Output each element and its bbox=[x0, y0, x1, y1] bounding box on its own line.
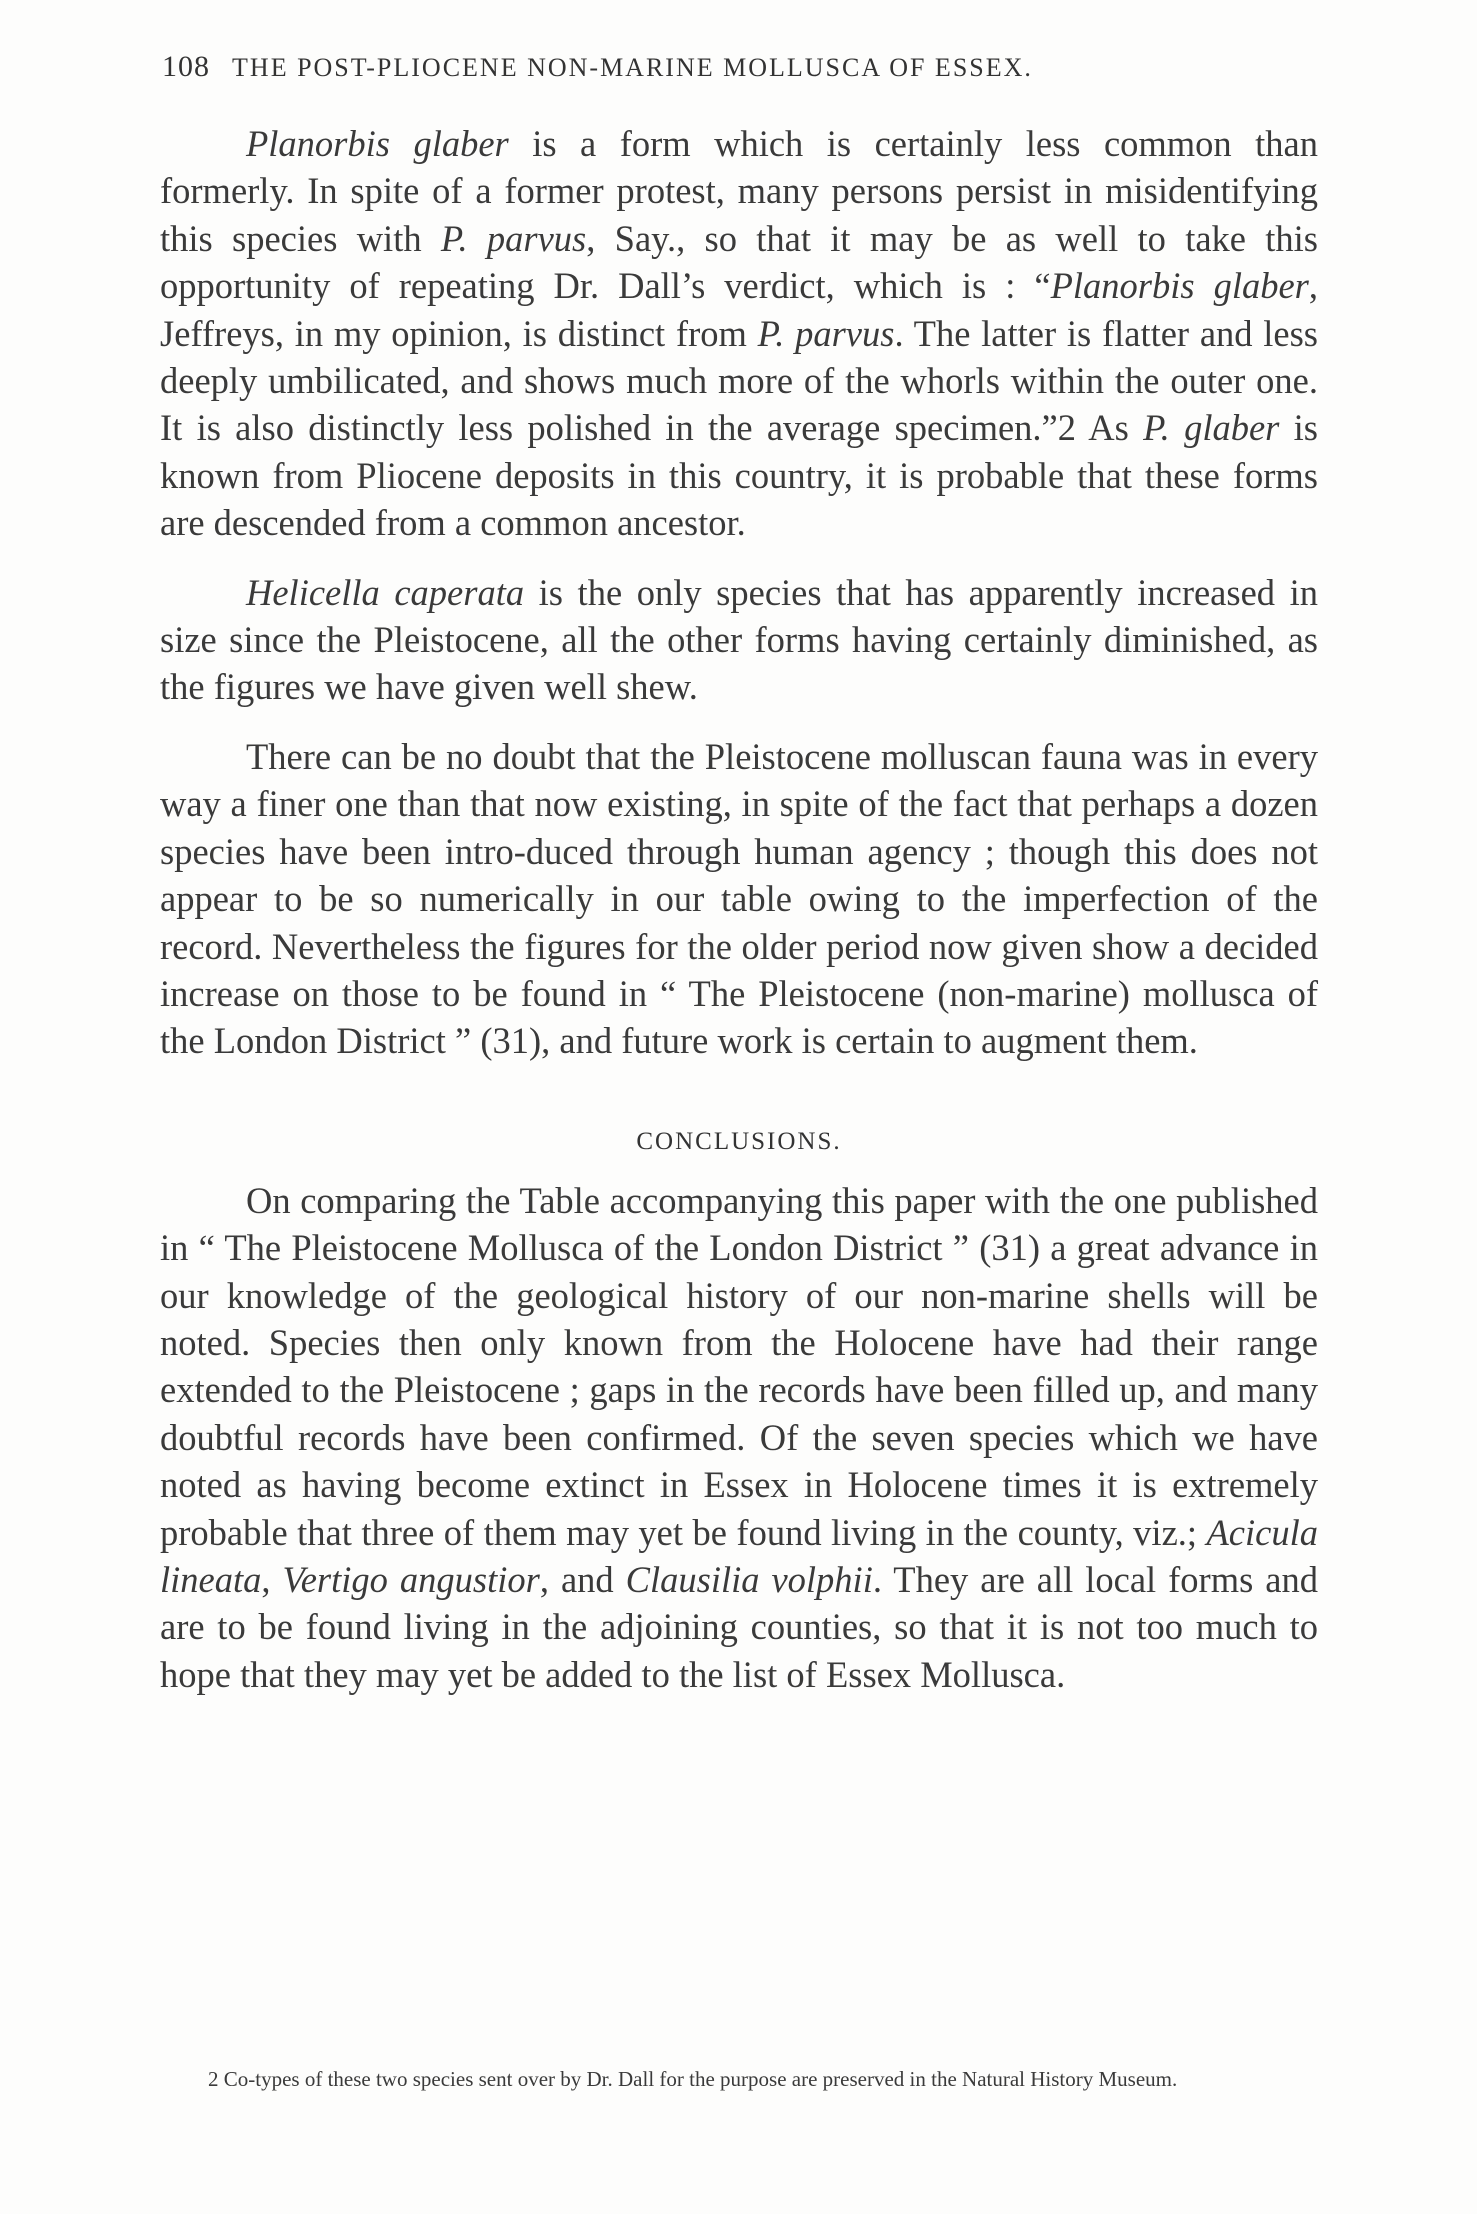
species-name: P. glaber bbox=[1143, 407, 1280, 449]
species-name: P. parvus bbox=[757, 312, 895, 354]
footnote-text: 2 Co-types of these two species sent over by Dr. Dall for the purpose are preserved in the Natural History Museum. bbox=[208, 2067, 1178, 2091]
text-run: is known from Pliocene deposits in this country, it is probable that these forms are descended from a common ancestor. bbox=[160, 407, 1318, 544]
text-run: is the only species that has apparently increased in size since the Pleistocene, all the other forms having certainly diminished, as the figures we have given well shew. bbox=[160, 571, 1318, 708]
species-name: Clausilia volphii bbox=[625, 1558, 873, 1600]
running-header bbox=[162, 50, 1322, 84]
species-name: Helicella caperata bbox=[246, 571, 525, 613]
text-run: . The latter is flatter and less deeply umbilicated, and shows much more of the whorls within the outer one. It is also distinctly less polished in the average specimen.”2 As bbox=[160, 312, 1319, 449]
paragraph-helicella bbox=[160, 569, 1318, 711]
paragraph-planorbis bbox=[160, 120, 1318, 547]
body-text bbox=[160, 120, 1318, 1698]
footnote bbox=[162, 2068, 1320, 2090]
text-run: . They are all local forms and are to be found living in the adjoining counties, so that it is not too much to hope that they may yet be added to the list of Essex Mollusca. bbox=[160, 1558, 1318, 1695]
species-name: Planorbis glaber bbox=[246, 123, 509, 164]
text-run: , Jeffreys, in my opinion, is distinct from bbox=[160, 265, 1318, 354]
text-run: On comparing the Table accompanying this paper with the one published in “ The Pleistocene Mollusca of the London District ” (31) a great advance in our knowledge of the geological history of our non-marine shells will be noted. Species then only known from the Holocene have had their range extended to the Pleistocene ; gaps in the records have been filled up, and many doubtful records have been confirmed. Of the seven species which we have noted as having become extinct in Essex in Holocene times it is extremely probable that three of them may yet be found living in the county, viz.; bbox=[160, 1179, 1318, 1553]
text-run: There can be no doubt that the Pleistocene molluscan fauna was in every way a finer one than that now existing, in spite of the fact that perhaps a dozen species have been intro-duced through human agency ; though this does not appear to be so numerically in our table owing to the imperfection of the record. Nevertheless the figures for the older period now given show a decided increase on those to be found in “ The Pleistocene (non-marine) mollusca of the London District ” (31), and future work is certain to augment them. bbox=[160, 735, 1318, 1062]
paragraph-conclusions bbox=[160, 1177, 1318, 1698]
text-run: , bbox=[261, 1558, 283, 1600]
section-heading-conclusions: CONCLUSIONS. bbox=[636, 1127, 842, 1155]
species-name: Acicula lineata bbox=[160, 1511, 1318, 1600]
running-title: THE POST-PLIOCENE NON-MARINE MOLLUSCA OF ESSEX. bbox=[232, 53, 1033, 82]
page-number: 108 bbox=[162, 50, 210, 83]
text-run: is a form which is certainly less common than formerly. In spite of a former protest, many persons persist in misidentifying this species with bbox=[160, 123, 1318, 259]
text-run: , and bbox=[539, 1558, 626, 1600]
species-name: Vertigo angustior bbox=[282, 1558, 540, 1600]
paragraph-fauna bbox=[160, 733, 1318, 1065]
species-name: P. parvus bbox=[440, 217, 587, 259]
text-run: , Say., so that it may be as well to take this opportunity of repeating Dr. Dall’s verdict, which is : “ bbox=[160, 217, 1318, 307]
species-name: Planorbis glaber bbox=[1050, 265, 1309, 307]
